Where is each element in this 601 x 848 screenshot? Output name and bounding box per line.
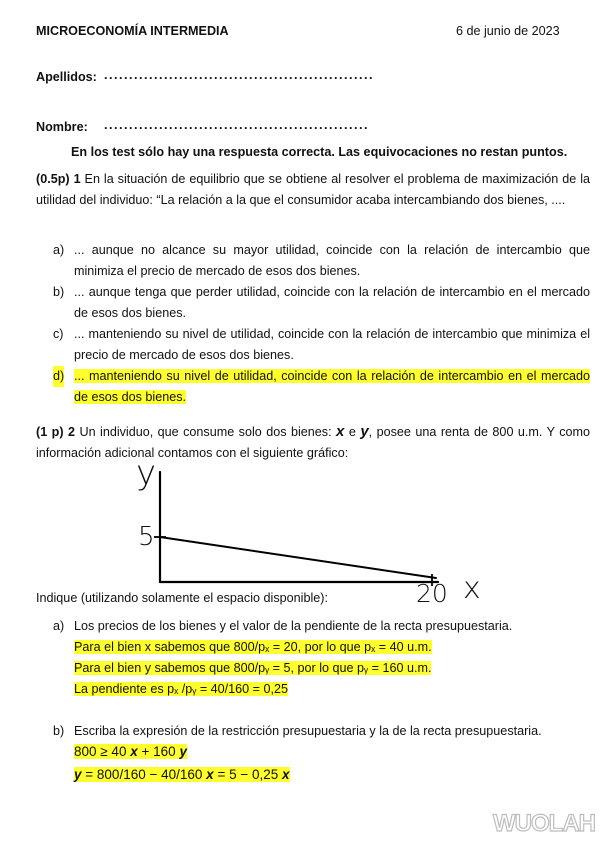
q1-option-c[interactable] — [53, 324, 590, 366]
q2-part-b — [53, 721, 590, 742]
name-label: Nombre: — [36, 120, 88, 134]
expr-var-x: x — [130, 744, 138, 759]
q2-text-a: Un individuo, que consume solo dos bienes: — [79, 425, 332, 439]
option-text-highlighted: ... manteniendo su nivel de utilidad, coincide con la relación de intercambio en el mercado de esos dos bienes. — [74, 369, 590, 404]
answer-a-line-3: La pendiente es pₓ /pᵧ = 40/160 = 0,25 — [74, 682, 289, 696]
q1-option-a[interactable] — [53, 240, 590, 282]
question-1 — [36, 169, 590, 211]
answer-a-line-2: Para el bien y sabemos que 800/pᵧ = 5, por lo que pᵧ = 160 u.m. — [74, 661, 432, 675]
q1-points: (0.5p) — [36, 172, 70, 186]
surname-field[interactable]: ...................................................... — [104, 68, 374, 82]
option-letter: a) — [53, 243, 65, 257]
surname-label: Apellidos: — [36, 70, 97, 84]
wuolah-watermark: WUOLAH — [493, 810, 595, 837]
q1-option-d-correct[interactable] — [53, 366, 590, 408]
option-text: ... aunque tenga que perder utilidad, coincide con la relación de intercambio en el mercado de esos dos bienes. — [74, 285, 590, 320]
part-a-question: Los precios de los bienes y el valor de la pendiente de la recta presupuestaria. — [74, 619, 513, 633]
expr-var-x: x — [206, 767, 214, 782]
expr-part: + 160 — [141, 744, 176, 759]
option-letter: c) — [53, 327, 64, 341]
exam-date: 6 de junio de 2023 — [456, 24, 560, 38]
expr-part: = 5 − 0,25 — [217, 767, 279, 782]
q1-option-b[interactable] — [53, 282, 590, 324]
q1-number: 1 — [73, 172, 81, 186]
course-title: MICROECONOMÍA INTERMEDIA — [36, 24, 229, 38]
q1-text: En la situación de equilibrio que se obtiene al resolver el problema de maximización de la utilidad del individuo: “La relación a la que el consumidor acaba intercambiando dos bienes, .... — [36, 172, 591, 207]
option-text: ... aunque no alcance su mayor utilidad, coincide con la relación de intercambio que minimiza el precio de mercado de esos dos bienes. — [74, 243, 590, 278]
budget-line — [160, 537, 436, 578]
part-letter: b) — [53, 724, 65, 738]
graph-y-intercept: 5 — [138, 522, 155, 552]
option-text: ... manteniendo su nivel de utilidad, coincide con la relación de intercambio que minimiza el precio de mercado de esos dos bienes. — [74, 327, 590, 362]
q2-number: 2 — [68, 425, 76, 439]
answer-b-budget-line — [74, 764, 290, 786]
expr-part: = 800/160 − 40/160 — [85, 767, 203, 782]
name-field[interactable]: ..................................................... — [104, 118, 369, 132]
part-b-question: Escriba la expresión de la restricción presupuestaria y la de la recta presupuestaria. — [74, 724, 542, 738]
expr-var-y: y — [179, 744, 187, 759]
q2-text-b: , posee una renta de 800 u.m. Y como información adicional contamos con el siguiente gráfico: — [36, 425, 591, 460]
expr-var-y: y — [74, 767, 82, 782]
answer-b-restriction — [74, 741, 187, 763]
graph-x-label: x — [463, 571, 481, 606]
graph-y-label: y — [136, 453, 157, 493]
var-x: x — [336, 423, 345, 440]
var-y: y — [360, 423, 369, 440]
answer-a-line-1: Para el bien x sabemos que 800/pₓ = 20, por lo que pₓ = 40 u.m. — [74, 640, 432, 654]
part-letter: a) — [53, 619, 65, 633]
option-letter: b) — [53, 285, 65, 299]
q2-part-a — [53, 616, 590, 637]
graph-x-intercept: 20 — [416, 579, 448, 608]
instructions: En los test sólo hay una respuesta correcta. Las equivocaciones no restan puntos. — [71, 145, 568, 159]
option-letter: d) — [53, 366, 64, 387]
question-2 — [36, 421, 590, 464]
indique-text: Indique (utilizando solamente el espacio disponible): — [36, 591, 328, 605]
expr-var-x: x — [282, 767, 290, 782]
q2-and: e — [348, 425, 356, 439]
expr-part: 800 ≥ 40 — [74, 744, 127, 759]
q2-points: (1 p) — [36, 425, 64, 439]
